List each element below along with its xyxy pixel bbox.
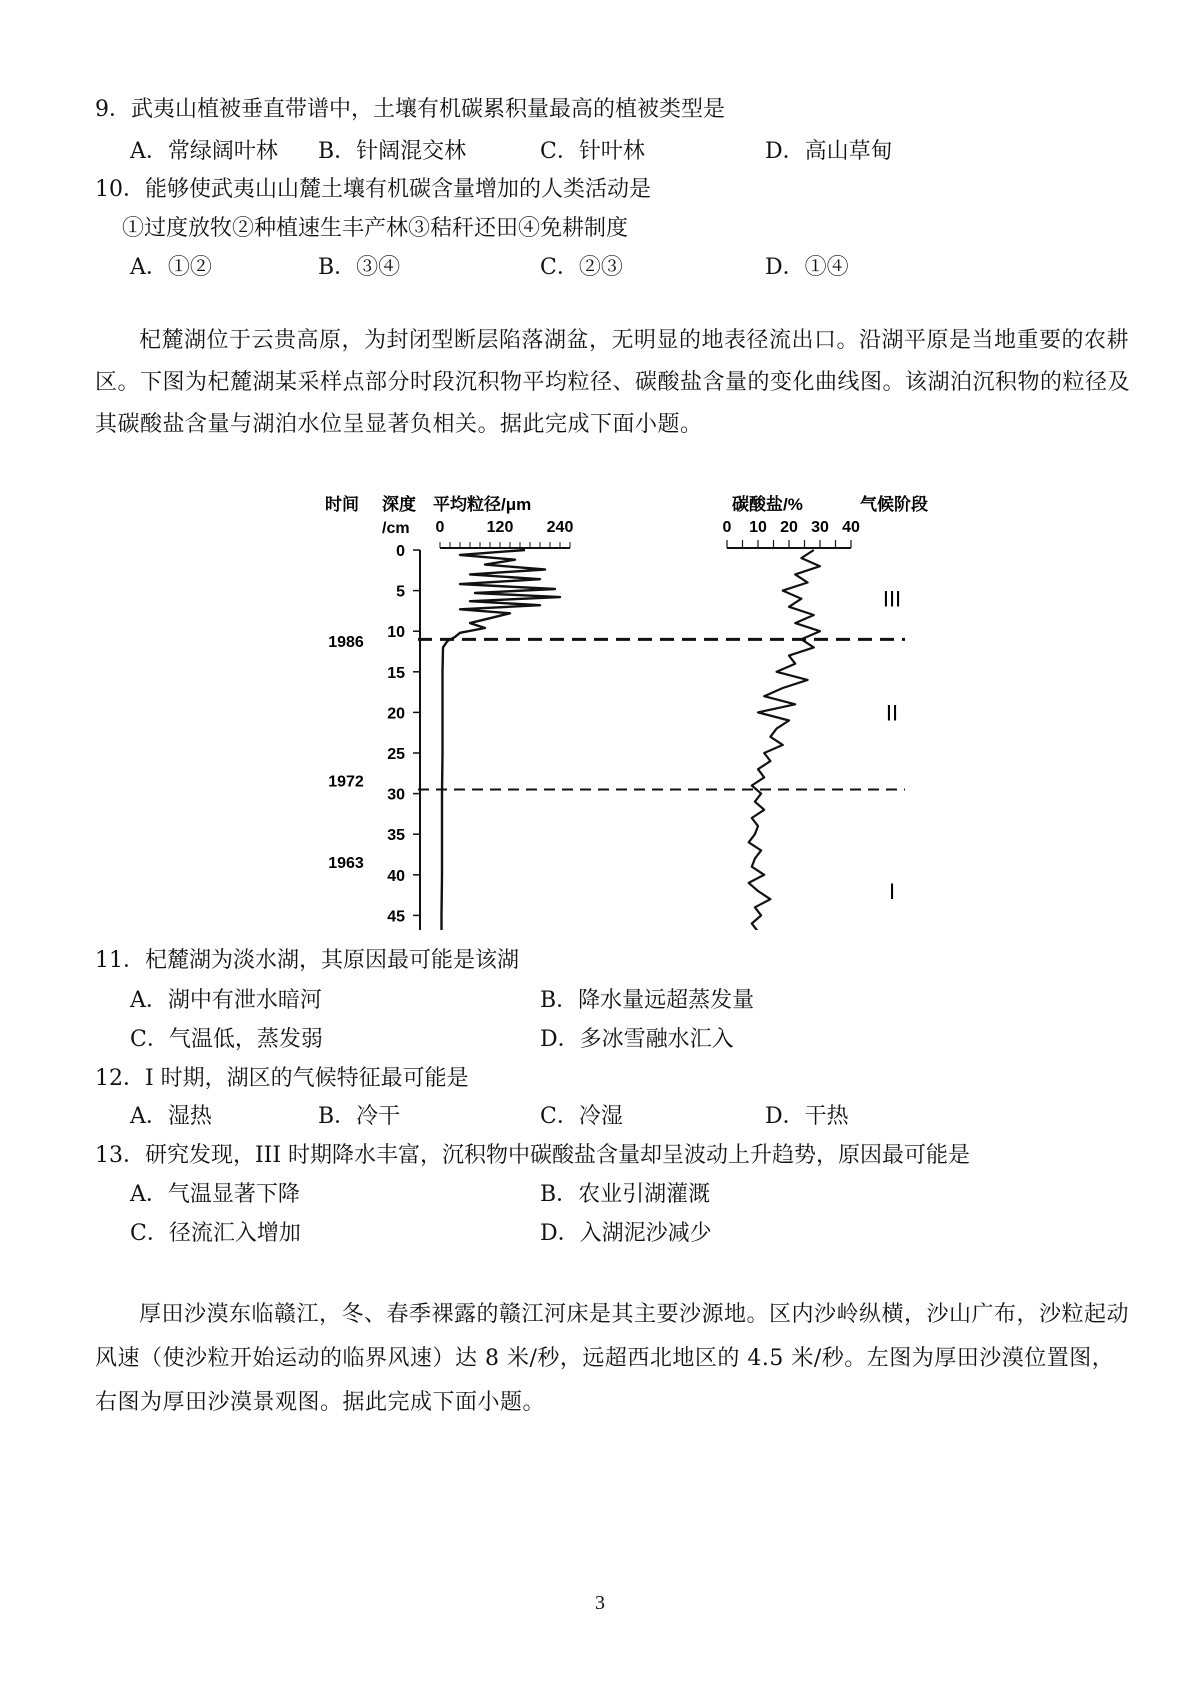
depth-tick-label: 40 [387,867,405,885]
question-9-stem: 9．武夷山植被垂直带谱中，土壤有机碳累积量最高的植被类型是 [95,97,725,122]
depth-tick-label: 15 [387,664,405,682]
depth-tick-label: 25 [387,746,405,763]
stage-label-I: I [888,879,896,905]
q10-option-b[interactable]: B．③④ [318,255,401,280]
carbonate-axis-title: 碳酸盐/% [732,495,803,514]
depth-label: 深度 [382,495,416,514]
q12-option-b[interactable]: B．冷干 [318,1104,401,1129]
depth-tick-label: 35 [387,827,405,845]
passage-houtian-desert: 厚田沙漠东临赣江，冬、春季裸露的赣江河床是其主要沙源地。区内沙岭纵横，沙山广布，沙粒起动风速（使沙粒开始运动的临界风速）达 8 米/秒，远超西北地区的 4.5 米/秒。左图为厚田沙漠位置图，右图为厚田沙漠景观图。据此完成下面小题。 [95,1302,1130,1415]
q11-option-b[interactable]: B．降水量远超蒸发量 [540,988,755,1013]
carbonate-tick-label: 40 [842,519,860,536]
q9-option-b[interactable]: B．针阔混交林 [318,139,467,164]
carbonate-tick-label: 0 [722,519,732,536]
depth-tick-label: 5 [396,583,405,601]
depth-tick-label: 10 [387,624,405,642]
climate-stage-title: 气候阶段 [860,495,928,514]
q9-option-a[interactable]: A．常绿阔叶林 [130,139,278,164]
q10-option-c[interactable]: C．②③ [540,255,623,280]
q11-option-c[interactable]: C．气温低，蒸发弱 [130,1027,323,1052]
q10-option-a[interactable]: A．①② [130,255,212,280]
q12-option-a[interactable]: A．湿热 [130,1104,212,1129]
question-10-items: ①过度放牧②种植速生丰产林③秸秆还田④免耕制度 [122,216,629,241]
q13-option-d[interactable]: D．入湖泥沙减少 [540,1221,712,1246]
carbonate-tick-label: 10 [749,519,767,536]
stage-label-III: III [882,586,902,612]
grain-tick-label: 240 [546,519,574,536]
grain-tick-label: 120 [486,519,514,536]
time-label: 时间 [325,495,359,514]
depth-tick-label: 20 [387,705,405,723]
q11-option-d[interactable]: D．多冰雪融水汇入 [540,1027,734,1052]
q9-option-c[interactable]: C．针叶林 [540,139,645,164]
q13-option-c[interactable]: C．径流汇入增加 [130,1221,301,1246]
question-11-stem: 11．杞麓湖为淡水湖，其原因最可能是该湖 [95,948,519,973]
carbonate-tick-label: 30 [811,519,829,536]
depth-tick-label: 0 [396,543,405,560]
passage-qilu-lake: 杞麓湖位于云贵高原，为封闭型断层陷落湖盆，无明显的地表径流出口。沿湖平原是当地重要的农耕区。下图为杞麓湖某采样点部分时段沉积物平均粒径、碳酸盐含量的变化曲线图。该湖泊沉积物的粒径及其碳酸盐含量与湖泊水位呈显著负相关。据此完成下面小题。 [95,328,1131,437]
question-13-stem: 13．研究发现，III 时期降水丰富，沉积物中碳酸盐含量却呈波动上升趋势，原因最可能是 [95,1143,971,1168]
carbonate-curve [749,550,820,930]
depth-unit-label: /cm [382,520,410,537]
q12-option-d[interactable]: D．干热 [765,1104,849,1129]
grain-axis-title: 平均粒径/μm [433,495,532,514]
year-label-1963: 1963 [328,854,364,872]
q13-option-b[interactable]: B．农业引湖灌溉 [540,1182,711,1207]
question-12-stem: 12．I 时期，湖区的气候特征最可能是 [95,1066,469,1091]
year-label-1972: 1972 [328,773,364,791]
q10-option-d[interactable]: D．①④ [765,255,849,280]
stage-label-II: II [885,700,899,726]
year-label-1986: 1986 [328,633,364,651]
q9-option-d[interactable]: D．高山草甸 [765,139,893,164]
grain-size-curve [442,550,561,930]
depth-tick-label: 30 [387,786,405,804]
q11-option-a[interactable]: A．湖中有泄水暗河 [130,988,322,1013]
grain-tick-label: 0 [435,519,445,536]
q13-option-a[interactable]: A．气温显著下降 [130,1182,300,1207]
q12-option-c[interactable]: C．冷湿 [540,1104,623,1129]
question-10-stem: 10．能够使武夷山山麓土壤有机碳含量增加的人类活动是 [95,177,651,202]
carbonate-tick-label: 20 [780,519,798,536]
depth-tick-label: 45 [387,908,405,926]
page-number: 3 [595,1592,605,1614]
